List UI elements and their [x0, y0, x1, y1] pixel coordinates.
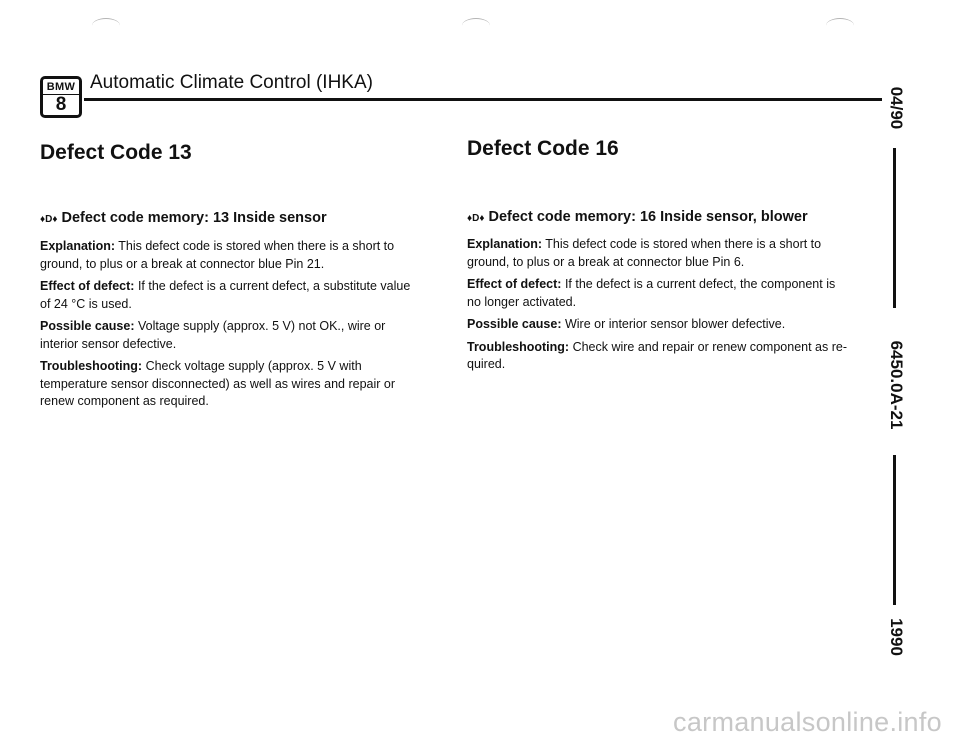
paragraph-troubleshooting: [40, 358, 420, 411]
logo-number: 8: [55, 94, 67, 115]
paragraph-cause: [40, 318, 420, 353]
paragraph-effect: [40, 278, 420, 313]
paragraph-text: Check wire and repair or renew component as re-quired.: [467, 339, 847, 371]
defect-heading: Defect Code 16: [467, 137, 619, 160]
subheading-text: Defect code memory: 13 Inside sensor: [61, 210, 327, 226]
defect-heading: Defect Code 13: [40, 141, 192, 164]
paragraph-text: If the defect is a current defect, a substitute value of 24 °C is used.: [40, 279, 411, 311]
paragraph-text: Voltage supply (approx. 5 V) not OK., wire or interior sensor defective.: [40, 319, 386, 351]
paragraph-text: This defect code is stored when there is a short to ground, to plus or a break at connector blue Pin 6.: [467, 237, 822, 269]
paragraph-label: Effect of defect:: [40, 279, 135, 293]
margin-date: 04/90: [887, 86, 906, 130]
header-rule: [84, 98, 882, 101]
defect-body: [467, 236, 847, 379]
subheading-text: Defect code memory: 16 Inside sensor, blower: [488, 209, 808, 225]
paragraph-label: Explanation:: [467, 237, 543, 251]
paragraph-explanation: [467, 236, 847, 271]
corner-mark: [92, 18, 120, 33]
defect-subheading: [467, 209, 808, 225]
logo-top-text: BMW: [46, 81, 76, 93]
paragraph-label: Effect of defect:: [467, 277, 562, 291]
watermark: carmanualsonline.info: [673, 707, 942, 737]
paragraph-effect: [467, 276, 847, 311]
paragraph-text: If the defect is a current defect, the component is no longer activated.: [467, 277, 836, 309]
diagnosis-marker: ♦D♦: [40, 214, 58, 225]
paragraph-label: Possible cause:: [40, 319, 135, 333]
paragraph-cause: [467, 316, 847, 334]
diagnosis-marker: ♦D♦: [467, 213, 485, 224]
paragraph-label: Possible cause:: [467, 317, 562, 331]
paragraph-text: Wire or interior sensor blower defective.: [564, 317, 786, 331]
paragraph-label: Explanation:: [40, 239, 116, 253]
defect-body: [40, 238, 420, 416]
margin-year: 1990: [887, 618, 906, 656]
margin-rule: [893, 148, 896, 308]
paragraph-explanation: [40, 238, 420, 273]
paragraph-text: Check voltage supply (approx. 5 V with temperature sensor disconnected) as well as wires and repair or renew component as required.: [40, 359, 396, 408]
paragraph-label: Troubleshooting:: [467, 339, 570, 354]
paragraph-label: Troubleshooting:: [40, 359, 143, 373]
defect-subheading: [40, 210, 327, 226]
corner-mark: [826, 18, 854, 33]
bmw-logo: [40, 76, 82, 118]
paragraph-text: This defect code is stored when there is a short to ground, to plus or a break at connector blue Pin 21.: [40, 239, 395, 271]
margin-rule: [893, 455, 896, 605]
paragraph-troubleshooting: [467, 339, 847, 374]
page-title: Automatic Climate Control (IHKA): [90, 72, 373, 93]
margin-doc-code: 6450.0A-21: [887, 340, 906, 430]
corner-mark: [462, 18, 490, 33]
